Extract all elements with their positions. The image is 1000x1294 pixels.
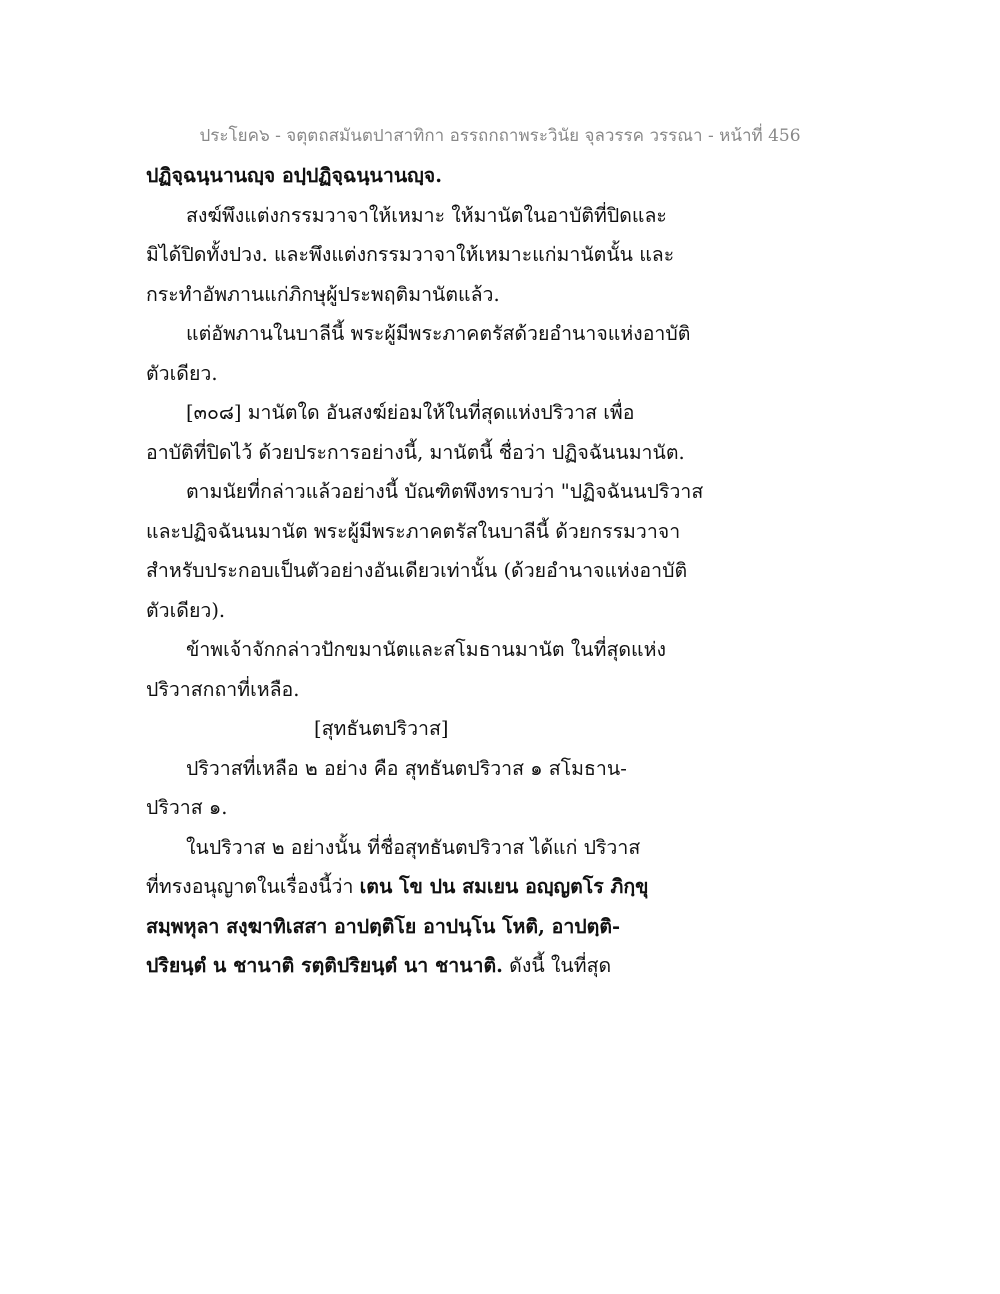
text-line: [146, 630, 706, 670]
text-line: [146, 472, 706, 512]
thai-text: ในปริวาส ๒ อย่างนั้น ที่ชื่อสุทธันตปริวาส ได้แก่ ปริวาส: [186, 835, 641, 859]
thai-text: ปริวาส ๑.: [146, 796, 228, 819]
page-header: ประโยค๖ - จตุตถสมันตปาสาทิกา อรรถกถาพระวินัย จุลวรรค วรรณา - หน้าที่ 456: [199, 126, 801, 146]
text-line: [146, 196, 706, 236]
thai-text: และปฏิจฉันนมานัต พระผู้มีพระภาคตรัสในบาลีนี้ ด้วยกรรมวาจา: [146, 519, 681, 543]
thai-text: ตัวเดียว.: [146, 361, 218, 385]
text-line: [146, 156, 706, 196]
text-line: [146, 946, 706, 986]
thai-text: อาบัติที่ปิดไว้ ด้วยประการอย่างนี้, มานัตนี้ ชื่อว่า ปฏิจฉันนมานัต.: [146, 440, 685, 464]
thai-text: สงฆ์พึงแต่งกรรมวาจาให้เหมาะ ให้มานัตในอาบัติที่ปิดและ: [186, 203, 667, 227]
thai-text: สำหรับประกอบเป็นตัวอย่างอันเดียวเท่านั้น (ด้วยอำนาจแห่งอาบัติ: [146, 559, 688, 582]
text-line: [146, 828, 706, 868]
thai-text: ปริวาสที่เหลือ ๒ อย่าง คือ สุทธันตปริวาส ๑ สโมธาน-: [186, 756, 627, 780]
thai-text: ที่ทรงอนุญาตในเรื่องนี้ว่า: [146, 875, 360, 898]
text-line: [146, 275, 706, 315]
section-heading: [146, 709, 706, 749]
text-line: [146, 788, 706, 828]
text-line: [146, 433, 706, 473]
text-line: [146, 591, 706, 631]
thai-text: กระทำอัพภานแก่ภิกษุผู้ประพฤติมานัตแล้ว.: [146, 282, 500, 306]
document-body: [146, 156, 706, 986]
text-line: [146, 749, 706, 789]
thai-text: ข้าพเจ้าจักกล่าวปักขมานัตและสโมธานมานัต ในที่สุดแห่ง: [186, 638, 666, 661]
text-line: [146, 354, 706, 394]
text-line: [146, 867, 706, 907]
pali-text: สมฺพหุลา สงฺฆาทิเสสา อาปตฺติโย อาปนฺโน โหติ, อาปตฺติ-: [146, 914, 621, 938]
pali-text: เตน โข ปน สมเยน อญฺญตโร ภิกฺขุ: [359, 875, 649, 898]
thai-text: ปริวาสกถาที่เหลือ.: [146, 677, 300, 701]
thai-text: ตามนัยที่กล่าวแล้วอย่างนี้ บัณฑิตพึงทราบว่า "ปฏิจฉันนปริวาส: [186, 480, 704, 503]
text-line: [146, 314, 706, 354]
thai-text: มิได้ปิดทั้งปวง. และพึงแต่งกรรมวาจาให้เหมาะแก่มานัตนั้น และ: [146, 243, 675, 266]
text-line: [146, 235, 706, 275]
text-line: [146, 670, 706, 710]
thai-text: ตัวเดียว).: [146, 598, 226, 622]
thai-text: แต่อัพภานในบาลีนี้ พระผู้มีพระภาคตรัสด้วยอำนาจแห่งอาบัติ: [186, 322, 691, 345]
pali-text: ปฏิจฺฉนฺนานญฺจ อปฺปฏิจฺฉนฺนานญฺจ.: [146, 164, 442, 187]
pali-text: ปริยนฺตํ น ชานาติ รตฺติปริยนฺตํ นา ชานาติ.: [146, 954, 503, 977]
text-line: [146, 393, 706, 433]
thai-text: ดังนี้ ในที่สุด: [502, 954, 612, 977]
thai-text: [๓๐๘] มานัตใด อันสงฆ์ย่อมให้ในที่สุดแห่งปริวาส เพื่อ: [186, 401, 635, 424]
text-line: [146, 907, 706, 947]
text-line: [146, 512, 706, 552]
thai-text: [สุทธันตปริวาส]: [314, 717, 449, 740]
text-line: [146, 551, 706, 591]
